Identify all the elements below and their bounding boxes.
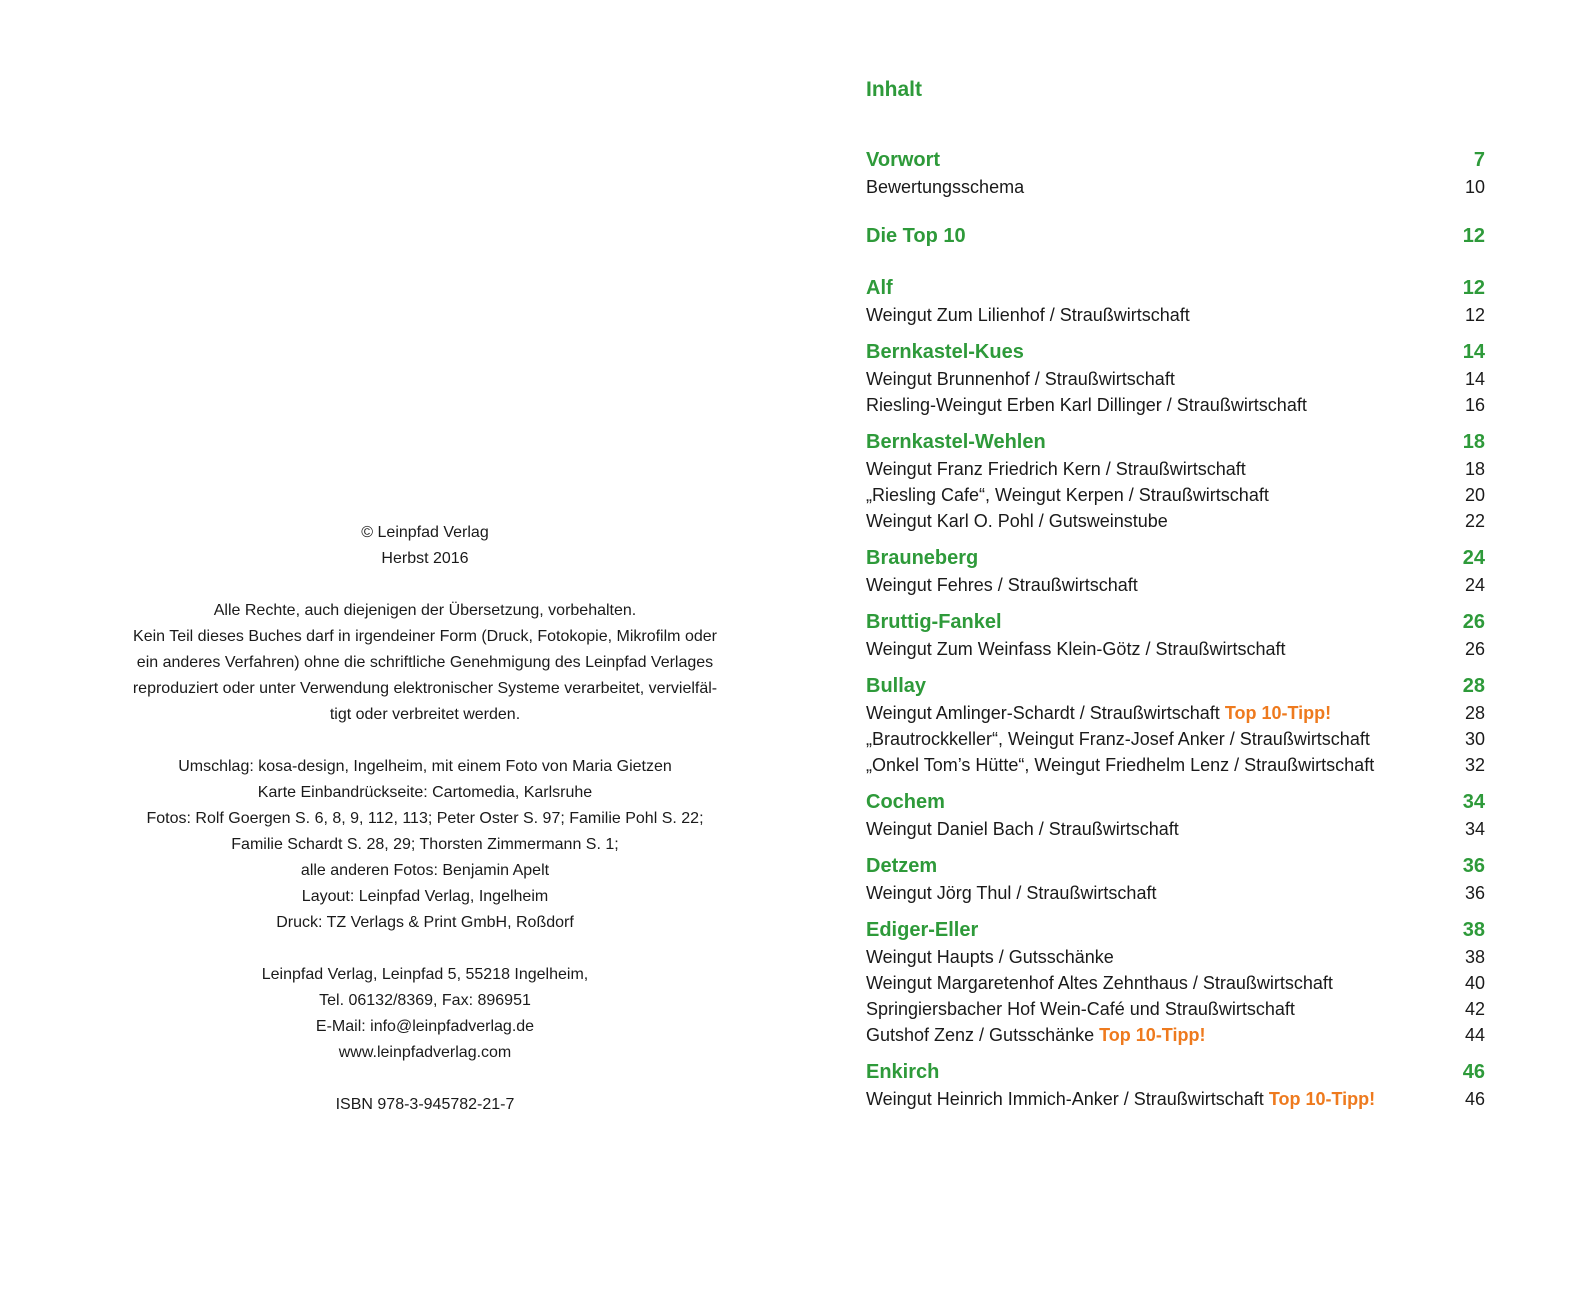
- section-page-number: 12: [1462, 277, 1485, 299]
- credits-line: Familie Schardt S. 28, 29; Thorsten Zimmermann S. 1;: [231, 836, 619, 853]
- entry-text: Weingut Karl O. Pohl / Gutsweinstube: [866, 511, 1168, 531]
- toc-section: [866, 274, 1485, 302]
- credits-line: alle anderen Fotos: Benjamin Apelt: [300, 862, 550, 879]
- toc-section: [866, 916, 1485, 944]
- entry-text: Weingut Brunnenhof / Straußwirtschaft: [866, 369, 1175, 389]
- top10-tip-badge: Top 10-Tipp!: [1099, 1025, 1206, 1045]
- imprint-block: [100, 520, 750, 1118]
- entry-page-number: 26: [1464, 639, 1485, 659]
- toc-entry: [866, 1086, 1485, 1112]
- toc-entry: [866, 456, 1485, 482]
- toc-entry: [866, 816, 1485, 842]
- rights-line: reproduziert oder unter Verwendung elektronischer Systeme verarbeitet, vervielfäl-: [132, 680, 718, 697]
- credits-line: Umschlag: kosa-design, Ingelheim, mit einem Foto von Maria Gietzen: [178, 758, 672, 775]
- section-page-number: 26: [1462, 611, 1485, 633]
- section-title: Die Top 10: [866, 225, 966, 247]
- toc-entry: [866, 752, 1485, 778]
- entry-text: Weingut Zum Weinfass Klein-Götz / Straußwirtschaft: [866, 639, 1286, 659]
- contact-line: www.leinpfadverlag.com: [338, 1044, 512, 1061]
- isbn-line: ISBN 978-3-945782-21-7: [335, 1096, 515, 1113]
- credits-line: Fotos: Rolf Goergen S. 6, 8, 9, 112, 113; Peter Oster S. 97; Familie Pohl S. 22;: [146, 810, 704, 827]
- entry-label: [866, 880, 1156, 906]
- section-page-number: 28: [1462, 675, 1485, 697]
- section-page-number: 14: [1462, 341, 1485, 363]
- entry-text: Weingut Franz Friedrich Kern / Straußwirtschaft: [866, 459, 1246, 479]
- entry-page-number: 34: [1464, 819, 1485, 839]
- entry-label: [866, 944, 1114, 970]
- toc-entry: [866, 726, 1485, 752]
- toc-section: [866, 852, 1485, 880]
- section-title: Bullay: [866, 675, 927, 697]
- entry-page-number: 10: [1464, 177, 1485, 197]
- section-title: Bernkastel-Kues: [866, 341, 1024, 363]
- toc-entry: [866, 508, 1485, 534]
- section-page-number: 12: [1462, 225, 1485, 247]
- contact-line: E-Mail: info@leinpfadverlag.de: [315, 1018, 535, 1035]
- entry-page-number: 46: [1464, 1089, 1485, 1109]
- section-title: Bruttig-Fankel: [866, 611, 1002, 633]
- toc-entry: [866, 302, 1485, 328]
- toc-section: [866, 672, 1485, 700]
- entry-label: [866, 726, 1370, 752]
- toc-entry: [866, 572, 1485, 598]
- entry-text: Weingut Amlinger-Schardt / Straußwirtschaft: [866, 703, 1220, 723]
- entry-label: [866, 1086, 1375, 1112]
- section-page-number: 46: [1462, 1061, 1485, 1083]
- entry-page-number: 22: [1464, 511, 1485, 531]
- toc-title: Inhalt: [866, 78, 922, 101]
- section-title: Vorwort: [866, 149, 941, 171]
- section-title: Brauneberg: [866, 547, 979, 569]
- section-page-number: 38: [1462, 919, 1485, 941]
- entry-text: Weingut Fehres / Straußwirtschaft: [866, 575, 1138, 595]
- entry-label: [866, 174, 1024, 200]
- entry-text: Weingut Daniel Bach / Straußwirtschaft: [866, 819, 1179, 839]
- section-page-number: 34: [1462, 791, 1485, 813]
- section-page-number: 7: [1473, 149, 1485, 171]
- section-title: Bernkastel-Wehlen: [866, 431, 1046, 453]
- toc-section: [866, 1058, 1485, 1086]
- entry-page-number: 42: [1464, 999, 1485, 1019]
- top10-tip-badge: Top 10-Tipp!: [1224, 703, 1332, 723]
- entry-label: [866, 700, 1331, 726]
- toc-entry: [866, 996, 1485, 1022]
- entry-label: [866, 572, 1138, 598]
- toc-section: [866, 544, 1485, 572]
- rights-line: tigt oder verbreitet werden.: [329, 706, 521, 723]
- toc-section: [866, 608, 1485, 636]
- entry-label: [866, 1022, 1205, 1048]
- entry-page-number: 40: [1464, 973, 1485, 993]
- entry-page-number: 36: [1464, 883, 1485, 903]
- entry-label: [866, 482, 1269, 508]
- entry-label: [866, 636, 1285, 662]
- entry-label: [866, 816, 1179, 842]
- entry-page-number: 32: [1464, 755, 1485, 775]
- entry-text: „Brautrockkeller“, Weingut Franz-Josef Anker / Straußwirtschaft: [866, 729, 1370, 749]
- section-title: Enkirch: [866, 1061, 940, 1083]
- entry-text: Weingut Heinrich Immich-Anker / Straußwirtschaft: [866, 1089, 1264, 1109]
- entry-page-number: 18: [1464, 459, 1485, 479]
- credits-line: Karte Einbandrückseite: Cartomedia, Karlsruhe: [257, 784, 593, 801]
- entry-text: „Riesling Cafe“, Weingut Kerpen / Straußwirtschaft: [866, 485, 1269, 505]
- toc-section: [866, 338, 1485, 366]
- entry-text: „Onkel Tom’s Hütte“, Weingut Friedhelm Lenz / Straußwirtschaft: [866, 755, 1375, 775]
- credits-line: Layout: Leinpfad Verlag, Ingelheim: [301, 888, 549, 905]
- entry-label: [866, 996, 1295, 1022]
- entry-text: Springiersbacher Hof Wein-Café und Straußwirtschaft: [866, 999, 1295, 1019]
- entry-text: Bewertungsschema: [866, 177, 1025, 197]
- toc-entry: [866, 174, 1485, 200]
- section-title: Alf: [866, 277, 893, 299]
- toc-entry: [866, 944, 1485, 970]
- entry-text: Riesling-Weingut Erben Karl Dillinger / Straußwirtschaft: [866, 395, 1307, 415]
- entry-page-number: 14: [1464, 369, 1485, 389]
- toc-entry: [866, 636, 1485, 662]
- rights-line: Kein Teil dieses Buches darf in irgendeiner Form (Druck, Fotokopie, Mikrofilm oder: [133, 628, 717, 645]
- toc-entry: [866, 392, 1485, 418]
- section-title: Detzem: [866, 855, 938, 877]
- entry-text: Weingut Haupts / Gutsschänke: [866, 947, 1114, 967]
- credits-line: Druck: TZ Verlags & Print GmbH, Roßdorf: [276, 914, 574, 931]
- entry-page-number: 24: [1464, 575, 1485, 595]
- entry-label: [866, 970, 1333, 996]
- toc-entry: [866, 366, 1485, 392]
- toc-section: [866, 222, 1485, 250]
- entry-label: [866, 366, 1175, 392]
- entry-page-number: 30: [1464, 729, 1485, 749]
- entry-label: [866, 508, 1168, 534]
- toc-section: [866, 146, 1485, 174]
- section-title: Cochem: [866, 791, 945, 813]
- section-title: Ediger-Eller: [866, 919, 979, 941]
- toc-section: [866, 788, 1485, 816]
- toc-entry: [866, 482, 1485, 508]
- toc-section: [866, 428, 1485, 456]
- toc-list: [866, 146, 1485, 1112]
- section-page-number: 36: [1462, 855, 1485, 877]
- entry-page-number: 44: [1464, 1025, 1485, 1045]
- toc-entry: [866, 880, 1485, 906]
- entry-page-number: 28: [1464, 703, 1485, 723]
- entry-text: Gutshof Zenz / Gutsschänke: [866, 1025, 1095, 1045]
- toc-entry: [866, 1022, 1485, 1048]
- rights-line: Alle Rechte, auch diejenigen der Übersetzung, vorbehalten.: [213, 602, 637, 619]
- entry-label: [866, 392, 1307, 418]
- contact-line: Tel. 06132/8369, Fax: 896951: [319, 992, 531, 1009]
- toc-entry: [866, 970, 1485, 996]
- rights-line: ein anderes Verfahren) ohne die schriftliche Genehmigung des Leinpfad Verlages: [136, 654, 714, 671]
- entry-label: [866, 456, 1246, 482]
- contact-line: Leinpfad Verlag, Leinpfad 5, 55218 Ingelheim,: [261, 966, 589, 983]
- entry-page-number: 16: [1464, 395, 1485, 415]
- entry-page-number: 12: [1464, 305, 1485, 325]
- top10-tip-badge: Top 10-Tipp!: [1268, 1089, 1376, 1109]
- entry-label: [866, 752, 1374, 778]
- section-page-number: 24: [1462, 547, 1485, 569]
- entry-text: Weingut Margaretenhof Altes Zehnthaus / Straußwirtschaft: [866, 973, 1333, 993]
- season-line: Herbst 2016: [381, 550, 469, 567]
- entry-text: Weingut Jörg Thul / Straußwirtschaft: [866, 883, 1157, 903]
- section-page-number: 18: [1462, 431, 1485, 453]
- toc-entry: [866, 700, 1485, 726]
- entry-text: Weingut Zum Lilienhof / Straußwirtschaft: [866, 305, 1190, 325]
- table-of-contents: [866, 70, 1485, 1112]
- entry-page-number: 38: [1464, 947, 1485, 967]
- entry-page-number: 20: [1464, 485, 1485, 505]
- entry-label: [866, 302, 1190, 328]
- copyright-line: © Leinpfad Verlag: [361, 524, 489, 541]
